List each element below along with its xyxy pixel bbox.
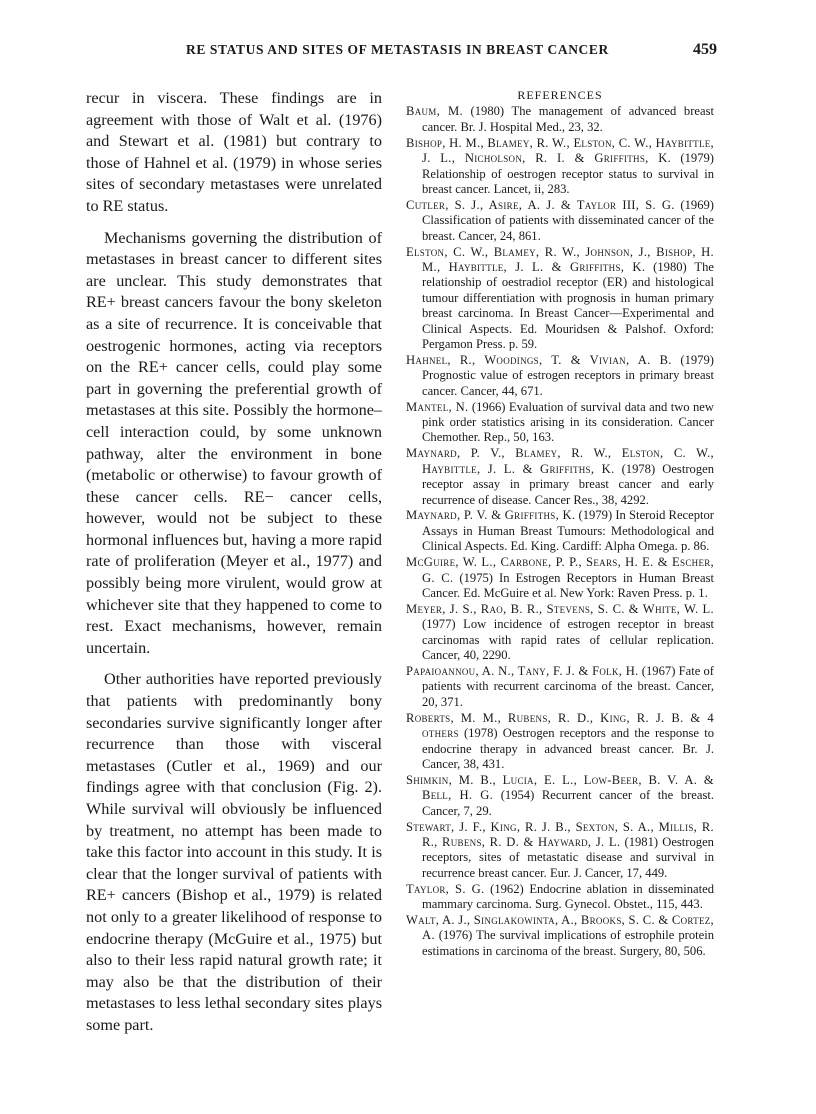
reference-item [406, 820, 714, 882]
reference-details: (1977) Low incidence of estrogen receptor in breast carcinomas with rapid rates of cellular replication. Cancer, 40, 2290. [422, 617, 714, 663]
reference-authors: Shimkin, M. B., Lucia, E. L., Low-Beer, B. V. A. & Bell, H. G. [406, 772, 714, 803]
references-heading: REFERENCES [517, 88, 603, 102]
reference-details: (1966) Evaluation of survival data and two new pink order statistics arising in its consideration. Cancer Chemother. Rep., 50, 163. [422, 399, 714, 445]
reference-item [406, 353, 714, 399]
reference-item [406, 198, 714, 244]
reference-item [406, 400, 714, 446]
reference-authors: Bishop, H. M., Blamey, R. W., Elston, C. W., Haybittle, J. L., Nicholson, R. I. & Griffiths, K. [406, 135, 714, 166]
page-number: 459 [693, 41, 717, 58]
reference-item [406, 245, 714, 353]
running-title: RE STATUS AND SITES OF METASTASIS IN BREAST CANCER [186, 42, 609, 57]
reference-authors: Walt, A. J., Singlakowinta, A., Brooks, S. C. & Cortez, A. [406, 913, 714, 943]
reference-authors: Meyer, J. S., Rao, B. R., Stevens, S. C. & White, W. L. [406, 601, 714, 616]
reference-details: (1979) Relationship of oestrogen receptor status to survival in breast cancer. Lancet, ii, 283. [422, 151, 714, 196]
reference-item [406, 104, 714, 135]
reference-authors: Maynard, P. V., Blamey, R. W., Elston, C. W., Haybittle, J. L. & Griffiths, K. [406, 446, 714, 476]
reference-details: (1978) Oestrogen receptor assay in primary breast cancer and early recurrence of disease. Cancer Res., 38, 4292. [422, 461, 714, 507]
body-paragraph: recur in viscera. These findings are in agreement with those of Walt et al. (1976) and Stewart et al. (1981) but contrary to those of Hahnel et al. (1979) in whose series sites of secondary metastases were unrelated to RE status. [86, 89, 382, 215]
reference-authors: Cutler, S. J., Asire, A. J. & Taylor III, S. G. [406, 197, 675, 212]
reference-item [406, 508, 714, 554]
reference-item [406, 664, 714, 710]
body-paragraph: Other authorities have reported previously that patients with predominantly bony secondaries survive significantly longer after recurrence than those with visceral metastases (Cutler et al., 1969) and our findings agree with that conclusion (Fig. 2). While survival will obviously be influenced by treatment, no attempt has been made to take this factor into account in this study. It is clear that the longer survival of patients with RE+ cancers (Bishop et al., 1979) is related not only to a greater likelihood of response to endocrine therapy (McGuire et al., 1975) but also to their less rapid natural growth rate; it may also be that the distribution of their metastases to less lethal secondary sites plays some part. [86, 670, 382, 1034]
reference-item [406, 602, 714, 664]
reference-authors: Roberts, M. M., Rubens, R. D., King, R. J. B. & 4 others [406, 710, 714, 741]
references-column [406, 88, 714, 960]
reference-item [406, 555, 714, 601]
reference-details: (1979) Prognostic value of estrogen receptors in primary breast cancer. Cancer, 44, 671. [422, 352, 714, 398]
reference-item [406, 711, 714, 773]
reference-authors: Stewart, J. F., King, R. J. B., Sexton, S. A., Millis, R. R., Rubens, R. D. & Hayward, J. L. [406, 819, 714, 849]
reference-authors: Elston, C. W., Blamey, R. W., Johnson, J., Bishop, H. M., Haybittle, J. L. & Griffiths, K. [406, 244, 714, 274]
reference-authors: Taylor, S. G. [406, 881, 485, 896]
reference-item [406, 882, 714, 913]
reference-details: (1975) In Estrogen Receptors in Human Breast Cancer. Ed. McGuire et al. New York: Raven Press. p. 1. [422, 570, 714, 600]
reference-authors: Baum, M. [406, 104, 463, 119]
reference-details: (1980) The relationship of oestradiol receptor (ER) and histological tumour differentiation with prognosis in human primary breast carcinoma. In Breast Cancer—Experimental and Clinical Aspects. Ed. Mouridsen & Palshof. Oxford: Pergamon Press. p. 59. [422, 259, 714, 351]
reference-authors: McGuire, W. L., Carbone, P. P., Sears, H. E. & Escher, G. C. [406, 555, 714, 585]
reference-details: (1969) Classification of patients with disseminated cancer of the breast. Cancer, 24, 861. [422, 197, 714, 243]
reference-details: (1954) Recurrent cancer of the breast. Cancer, 7, 29. [422, 788, 714, 818]
body-paragraph: Mechanisms governing the distribution of metastases in breast cancer to different sites are unclear. This study demonstrates that RE+ breast cancers favour the bony skeleton as a site of recurrence. It is conceivable that oestrogenic hormones, acting via receptors on the RE+ cancer cells, could play some part in governing the preferential growth of metastases at this site. Possibly the hormone–cell interaction could, by some unknown pathway, alter the environment in bone (metabolic or otherwise) to favour growth of these cancer cells. RE− cancer cells, however, would not be subject to these hormonal influences but, having a more rapid rate of proliferation (Meyer et al., 1977) and possibly being more virulent, would grow at whichever site that they happened to come to rest. Exact mechanisms, however, remain uncertain. [86, 228, 382, 657]
reference-authors: Hahnel, R., Woodings, T. & Vivian, A. B. [406, 352, 672, 367]
reference-authors: Maynard, P. V. & Griffiths, K. [406, 508, 576, 523]
reference-details: (1980) The management of advanced breast cancer. Br. J. Hospital Med., 23, 32. [422, 104, 714, 134]
reference-item [406, 446, 714, 508]
reference-item [406, 913, 714, 959]
reference-details: (1967) Fate of patients with recurrent carcinoma of the breast. Cancer, 20, 371. [422, 664, 714, 709]
reference-item [406, 773, 714, 819]
reference-details: (1981) Oestrogen receptors, sites of metastatic disease and survival in recurrence breast cancer. Eur. J. Cancer, 17, 449. [422, 835, 714, 880]
reference-item [406, 136, 714, 198]
body-text-column [86, 88, 382, 1047]
reference-authors: Mantel, N. [406, 399, 469, 414]
reference-details: (1978) Oestrogen receptors and the response to endocrine therapy in advanced breast cancer. Br. J. Cancer, 38, 431. [422, 726, 714, 771]
reference-details: (1962) Endocrine ablation in disseminated mammary carcinoma. Surg. Gynecol. Obstet., 115, 443. [422, 881, 715, 912]
reference-authors: Papaioannou, A. N., Tany, F. J. & Folk, H. [406, 664, 639, 679]
reference-details: (1976) The survival implications of estrophile protein estimations in carcinoma of the breast. Surgery, 80, 506. [422, 928, 714, 958]
page-header [0, 42, 816, 66]
reference-details: (1979) In Steroid Receptor Assays in Human Breast Tumours: Methodological and Clinical Aspects. Ed. King. Cardiff: Alpha Omega. p. 86. [422, 508, 715, 554]
